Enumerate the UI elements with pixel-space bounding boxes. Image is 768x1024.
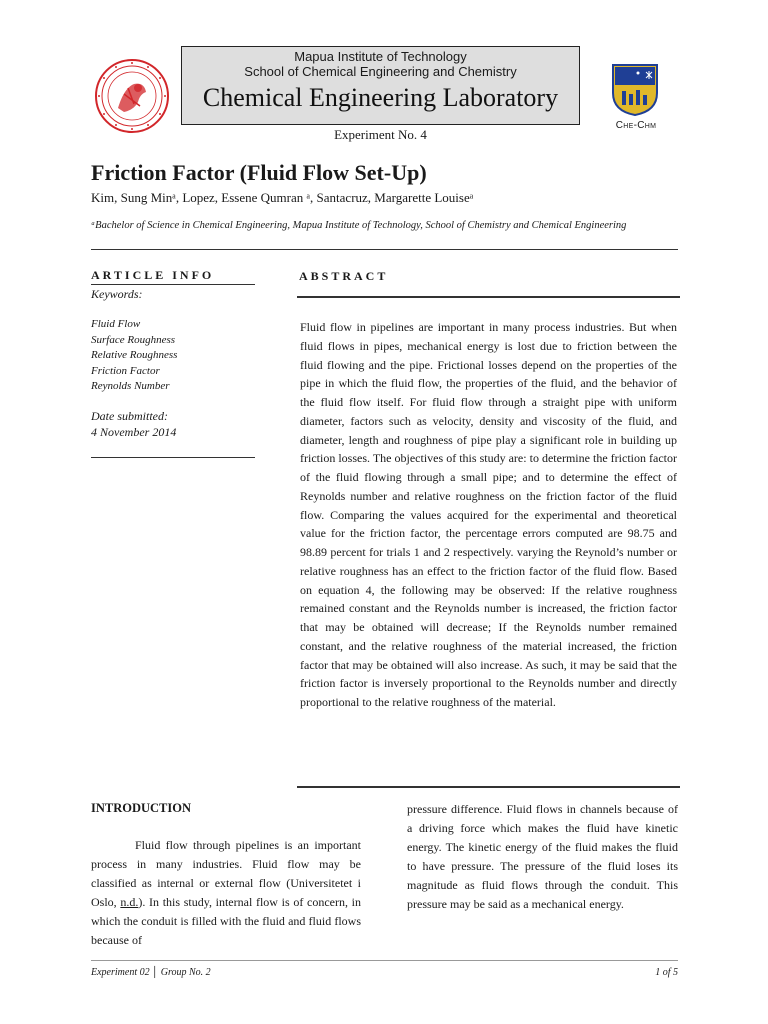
page-number: 1 of 5 (655, 967, 678, 978)
abstract-top-rule (297, 296, 680, 298)
paper-affiliation: ᵃBachelor of Science in Chemical Engineering, Mapua Institute of Technology, School of Chemistry and Chemical Engineering (91, 220, 627, 231)
keyword-item: Surface Roughness (91, 333, 176, 346)
keyword-item: Friction Factor (91, 364, 160, 377)
lab-title: Chemical Engineering Laboratory (202, 83, 559, 112)
date-submitted-value: 4 November 2014 (91, 425, 177, 439)
footer-experiment-group: Experiment 02 │ Group No. 2 (91, 967, 211, 978)
introduction-right-column: pressure difference. Fluid flows in channels because of a driving force which makes the fluid have kinetic energy. The kinetic energy of the fluid makes the fluid to have pressure. The pressure of the fluid loses its magnitude as fluid flows through the conduit. This pressure may be said as a mechanical energy. (407, 802, 678, 911)
department-logo-label: Che-Chm (615, 120, 657, 131)
footer-rule (91, 960, 678, 961)
date-submitted-label: Date submitted: (91, 409, 168, 423)
intro-text: Fluid flow through pipelines is an important process in many industries. Fluid flow may be classified as internal or external flow (Universitetet i Oslo, (91, 838, 361, 909)
header-title-box (181, 46, 580, 125)
department-shield-logo (610, 63, 660, 117)
school-seal-logo (94, 58, 170, 134)
keyword-item: Reynolds Number (91, 380, 170, 392)
intro-text-cont: ). In this study, internal flow is of concern, in which the conduit is filled with the fluid and fluid flows because of (91, 895, 362, 947)
article-info-bottom-rule (91, 457, 255, 458)
experiment-number: Experiment No. 4 (334, 127, 427, 142)
abstract-bottom-rule (297, 786, 680, 788)
keywords-list (91, 317, 177, 395)
paper-authors: Kim, Sung Minᵃ, Lopez, Essene Qumran ᵃ, Santacruz, Margarette Louiseᵃ (91, 190, 474, 205)
article-info-heading: ARTICLE INFO (91, 268, 215, 282)
introduction-heading: INTRODUCTION (91, 801, 192, 815)
citation-link: n.d. (120, 895, 139, 909)
title-divider (91, 249, 678, 250)
keywords-label: Keywords: (91, 287, 143, 301)
institute-name: Mapua Institute of Technology (294, 49, 467, 64)
keyword-item: Relative Roughness (91, 349, 178, 361)
school-name: School of Chemical Engineering and Chemistry (244, 64, 517, 79)
keyword-item: Fluid Flow (91, 318, 141, 330)
abstract-body: Fluid flow in pipelines are important in many process industries. But when fluid flows in pipes, mechanical energy is lost due to friction between the fluid flowing and the pipe. Frictional losses depend on the properties of the pipe in which the fluid flow, the properties of the fluid, and the behavior of the fluid flow itself. For fluid flow through a straight pipe with uniform diameter, factors such as velocity, density and viscosity of the fluid, and diameter, length and roughness of pipe play a significant role in building up friction losses. The objectives of this study are: to determine the friction factor of the fluid flowing through a small pipe; and to determine the effect of Reynolds number and relative roughness on the friction factor of the fluid flow. Comparing the values acquired for the experimental and theoretical value for the friction factor, the percentage errors computed are 98.75 and 98.89 percent for trials 1 and 2 respectively. varying the Reynold’s number or relative roughness has an effect to the friction factor of the fluid flow. Based on equation 4, the following may be observed: If the relative roughness remained constant and the Reynolds number is increased, the friction factor that may be obtained will decrease; If the Reynolds number remained constant, and the relative roughness of the material increased, the friction factor that may be obtained will also increase. As such, it may be said that the friction factor is inversely proportional to the Reynolds number and directly proportional to the relative roughness of the material. (300, 320, 677, 709)
introduction-left-column (91, 836, 361, 950)
abstract-heading: ABSTRACT (299, 269, 389, 283)
paper-title: Friction Factor (Fluid Flow Set-Up) (91, 160, 427, 185)
article-info-rule (91, 284, 255, 285)
